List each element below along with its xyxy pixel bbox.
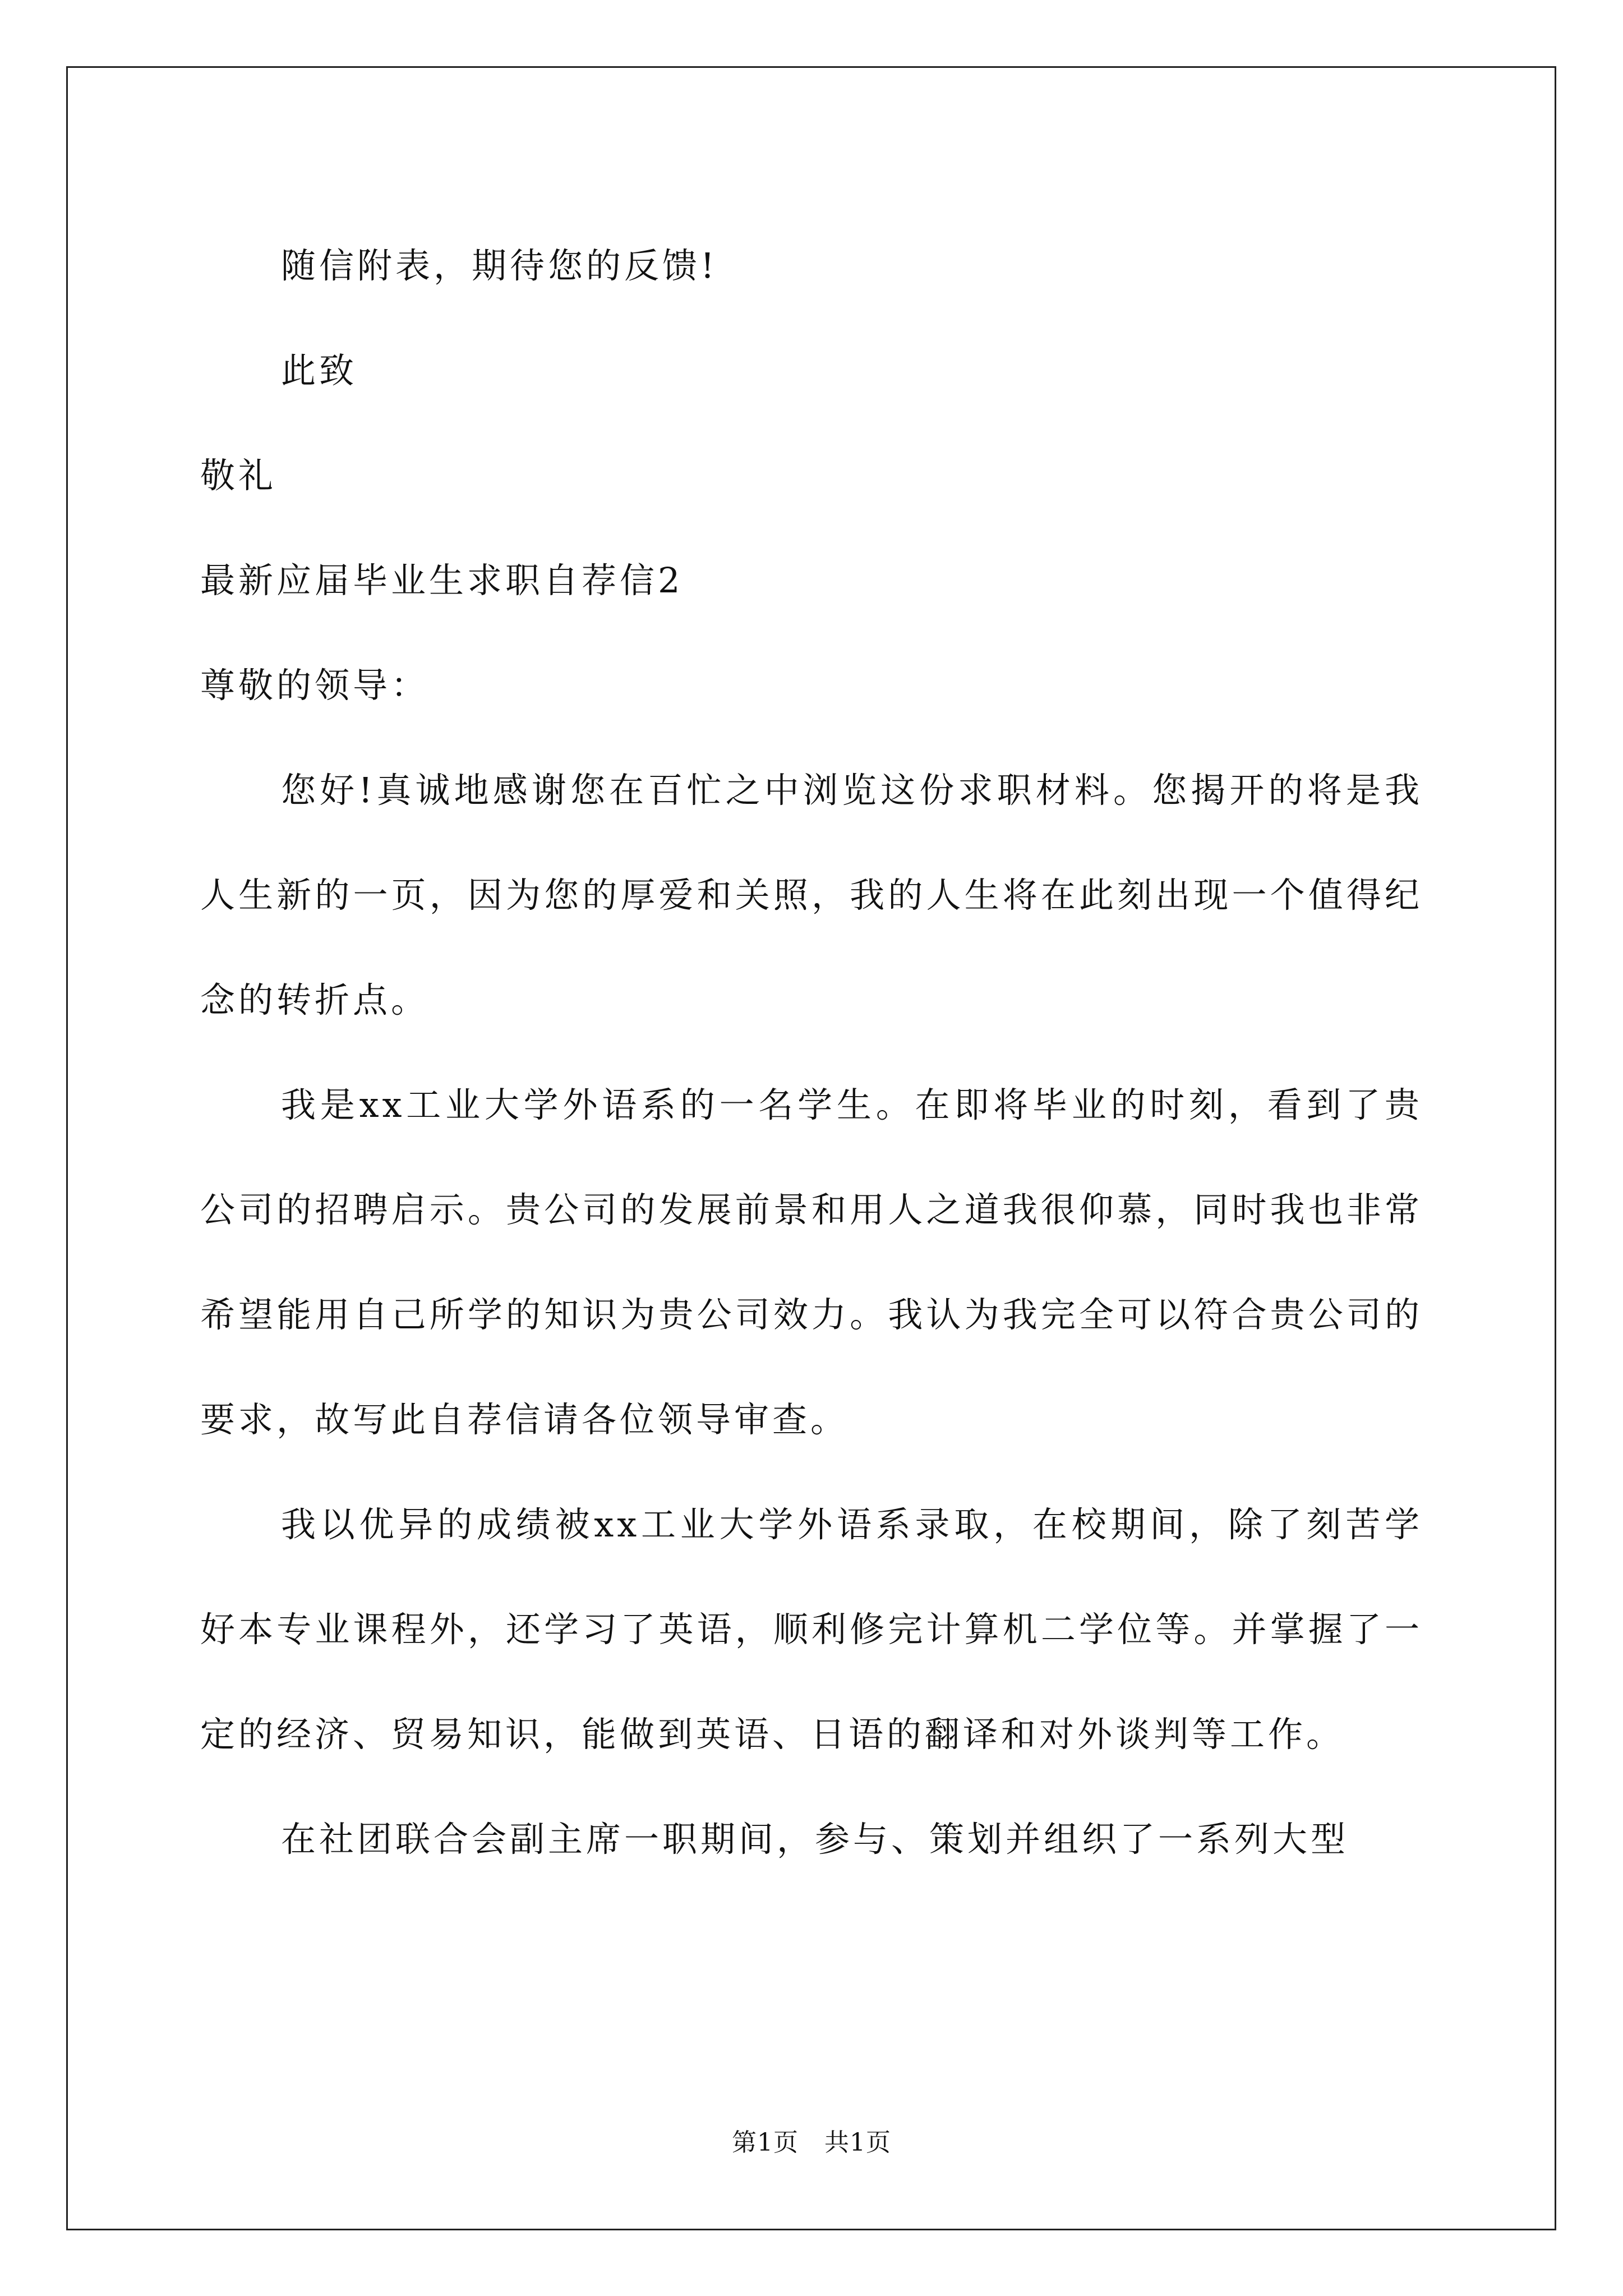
closing-attachment-line: 随信附表，期待您的反馈! (281, 245, 718, 286)
regards-line: 敬礼 (200, 455, 277, 496)
greeting-line: 尊敬的领导： (200, 665, 430, 706)
page-footer (0, 2126, 1623, 2160)
paragraph-activities: 在社团联合会副主席一职期间，参与、策划并组织了一系列大型 (281, 1819, 1349, 1860)
paragraph-introduction: 我是xx工业大学外语系的一名学生。在即将毕业的时刻，看到了贵公司的招聘启示。贵公司的发展前景和用人之道我很仰慕，同时我也非常希望能用自己所学的知识为贵公司效力。我认为我完全可以符合贵公司的要求，故写此自荐信请各位领导审查。 (200, 1084, 1423, 1440)
letter-title: 最新应届毕业生求职自荐信2 (200, 560, 684, 601)
letter-body (200, 213, 1423, 1892)
page-number-current: 第1页 (732, 2128, 799, 2157)
salutation-close-line: 此致 (281, 350, 358, 391)
page-number-total: 共1页 (824, 2128, 891, 2157)
paragraph-thanks: 您好!真诚地感谢您在百忙之中浏览这份求职材料。您揭开的将是我人生新的一页，因为您的厚爱和关照，我的人生将在此刻出现一个值得纪念的转折点。 (200, 770, 1423, 1020)
paragraph-education: 我以优异的成绩被xx工业大学外语系录取，在校期间，除了刻苦学好本专业课程外，还学习了英语，顺利修完计算机二学位等。并掌握了一定的经济、贸易知识，能做到英语、日语的翻译和对外谈判等工作。 (200, 1504, 1423, 1755)
